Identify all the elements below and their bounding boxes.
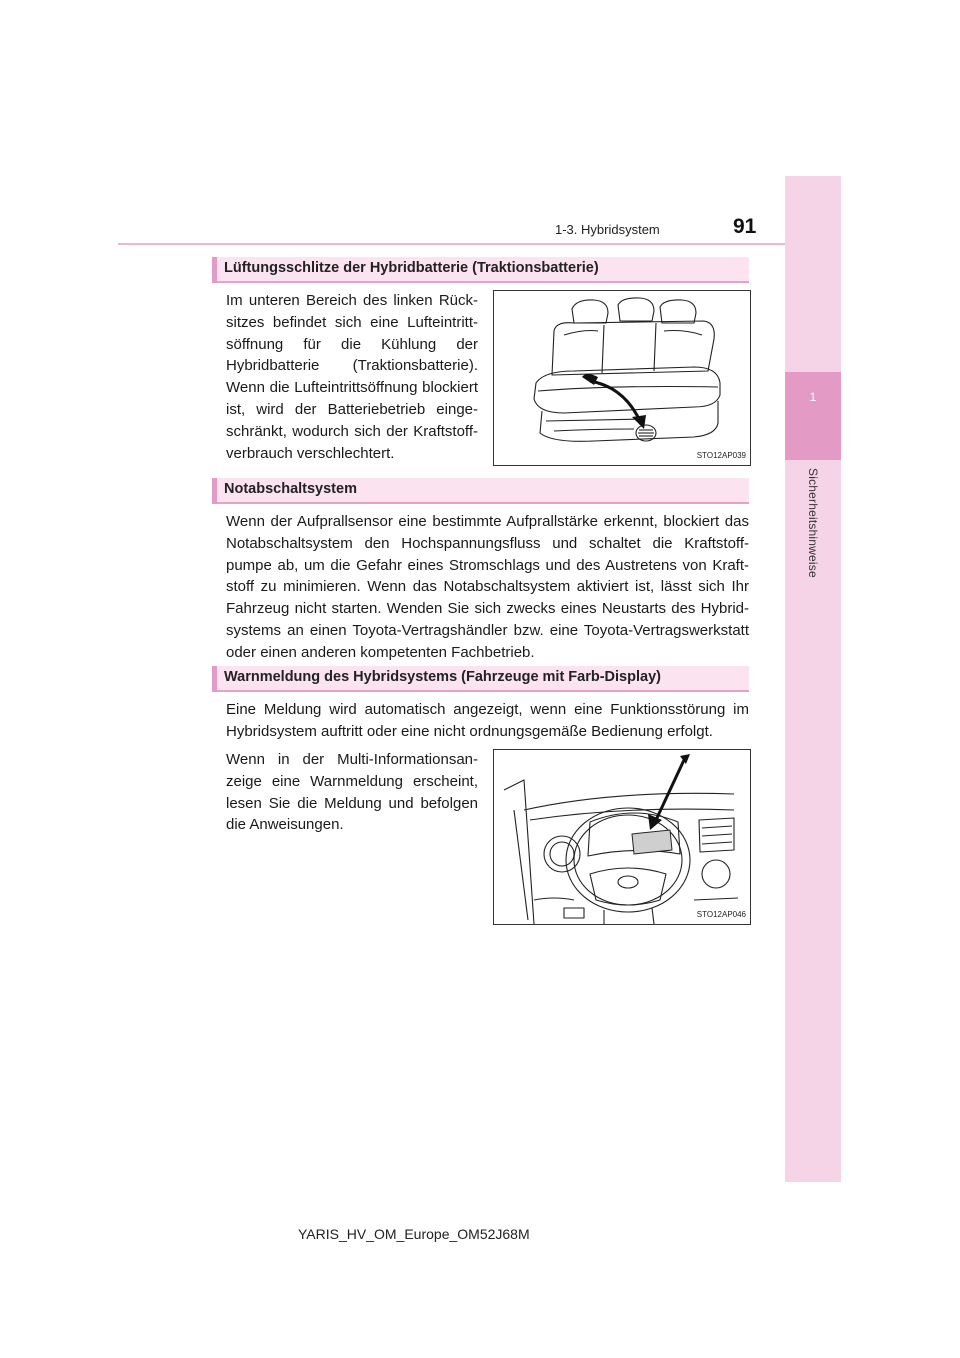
- section-header-emergency-shutoff: [212, 478, 749, 504]
- rear-seat-illustration: [493, 290, 751, 466]
- text-line: ist, wird der Batteriebetrieb einge-: [226, 400, 478, 418]
- header-divider: [118, 243, 840, 245]
- chapter-number: 1: [809, 390, 817, 404]
- emergency-shutoff-paragraph: [226, 511, 749, 664]
- text-line: stoff zu minimieren. Wenn das Notabschaltsystem aktiviert ist, lässt sich Ihr: [226, 578, 749, 596]
- multi-info-paragraph: [226, 749, 478, 836]
- text-line: Hybridbatterie (Traktionsbatterie).: [226, 357, 478, 375]
- text-line: Im unteren Bereich des linken Rück-: [226, 292, 478, 309]
- section-title: Lüftungsschlitze der Hybridbatterie (Traktionsbatterie): [224, 260, 599, 276]
- chapter-tab: [785, 176, 841, 1182]
- text-line: Eine Meldung wird automatisch angezeigt, wenn eine Funktionsstörung im: [226, 701, 749, 718]
- text-line: pumpe ab, um die Gefahr eines Stromschlags und des Austretens von Kraft-: [226, 556, 749, 574]
- text-line: Hybridsystem auftritt oder eine nicht ordnungsgemäße Bedienung erfolgt.: [226, 722, 713, 740]
- text-line: Wenn in der Multi-Informationsan-: [226, 751, 478, 768]
- text-line: lesen Sie die Meldung und befolgen: [226, 794, 478, 812]
- text-line: Wenn die Lufteintrittsöffnung blockiert: [226, 379, 478, 397]
- section-header-hybrid-warning: [212, 666, 749, 692]
- document-footer: YARIS_HV_OM_Europe_OM52J68M: [298, 1226, 530, 1242]
- text-line: oder einen anderen kompetenten Fachbetrieb.: [226, 643, 535, 661]
- dashboard-illustration: [493, 749, 751, 925]
- section-title: Warnmeldung des Hybridsystems (Fahrzeuge mit Farb-Display): [224, 669, 661, 685]
- text-line: söffnung für die Kühlung der: [226, 335, 478, 353]
- battery-vent-paragraph: [226, 290, 478, 464]
- section-header-battery-vents: [212, 257, 749, 283]
- text-line: systems an einen Toyota-Vertragshändler bzw. eine Toyota-Vertragswerkstatt: [226, 621, 749, 639]
- running-header-section: 1-3. Hybridsystem: [555, 222, 660, 237]
- text-line: Wenn der Aufprallsensor eine bestimmte Aufprallstärke erkennt, blockiert das: [226, 513, 749, 530]
- text-line: zeige eine Warnmeldung erscheint,: [226, 772, 478, 790]
- text-line: Fahrzeug nicht starten. Wenden Sie sich zwecks eines Neustarts des Hybrid-: [226, 600, 749, 618]
- text-line: Notabschaltsystem den Hochspannungsfluss und schaltet die Kraftstoff-: [226, 534, 749, 552]
- dashboard-drawing: [494, 750, 750, 924]
- text-line: sitzes befindet sich eine Lufteintritt-: [226, 313, 478, 331]
- chapter-label: Sicherheitshinweise: [806, 468, 820, 578]
- text-line: die Anweisungen.: [226, 816, 344, 834]
- figure-code: STO12AP039: [696, 451, 746, 460]
- hybrid-warning-paragraph: [226, 699, 749, 743]
- page-number: 91: [733, 215, 757, 238]
- text-line: verbrauch verschlechtert.: [226, 444, 395, 462]
- section-title: Notabschaltsystem: [224, 481, 357, 497]
- chapter-tab-marker: [785, 372, 841, 460]
- rear-seat-drawing: [494, 291, 750, 465]
- figure-code: STO12AP046: [696, 910, 746, 919]
- text-line: schränkt, wodurch sich der Kraftstoff-: [226, 422, 478, 440]
